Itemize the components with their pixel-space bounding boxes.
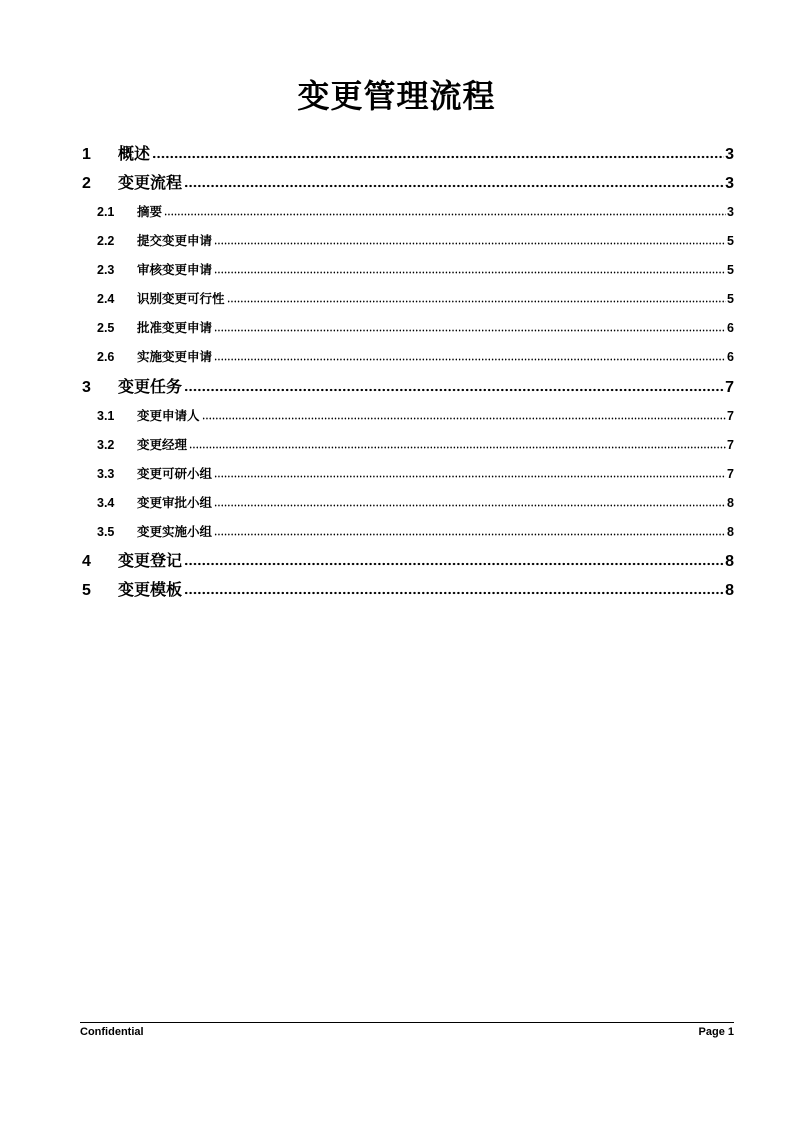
document-title: 变更管理流程: [297, 77, 496, 115]
toc-entry-page: 7: [727, 437, 734, 452]
toc-entry-page: 8: [727, 524, 734, 539]
toc-entry-number: 3.2: [97, 437, 115, 452]
toc-entry-page: 8: [725, 553, 734, 571]
toc-entry[interactable]: [80, 140, 734, 169]
toc-dot-leader: [214, 497, 726, 507]
footer-divider: [80, 1022, 734, 1023]
toc-entry[interactable]: [80, 343, 734, 372]
toc-entry-number: 2.4: [97, 292, 115, 307]
toc-entry-label: 变更任务: [118, 378, 183, 396]
toc-entry-label: 审核变更申请: [137, 263, 213, 278]
toc-entry-label: 概述: [118, 146, 151, 163]
toc-entry[interactable]: [80, 373, 734, 402]
footer-confidential: Confidential: [80, 1026, 144, 1038]
toc-dot-leader: [202, 410, 727, 420]
toc-entry[interactable]: [80, 256, 734, 285]
toc-entry-page: 5: [727, 263, 734, 278]
toc-entry-label: 识别变更可行性: [137, 292, 225, 307]
toc-entry-number: 3: [82, 378, 91, 396]
toc-dot-leader: [184, 178, 724, 188]
toc-entry-page: 5: [727, 292, 734, 307]
toc-entry-label: 变更经理: [137, 437, 188, 452]
toc-entry[interactable]: [80, 547, 734, 576]
toc-entry[interactable]: [80, 489, 734, 518]
toc-dot-leader: [214, 264, 726, 274]
toc-entry-label: 变更流程: [118, 175, 183, 192]
toc-entry[interactable]: [80, 460, 734, 489]
toc-entry[interactable]: [80, 285, 734, 314]
toc-dot-leader: [164, 206, 726, 216]
toc-entry-page: 3: [727, 205, 734, 219]
toc-dot-leader: [214, 235, 726, 245]
toc-dot-leader: [189, 439, 726, 449]
toc-dot-leader: [184, 585, 724, 595]
toc-entry[interactable]: [80, 227, 734, 256]
toc-entry-number: 5: [82, 582, 91, 600]
toc-entry-label: 批准变更申请: [137, 321, 213, 336]
toc-entry-page: 7: [727, 466, 734, 481]
toc-entry-page: 5: [727, 234, 734, 249]
toc-entry-label: 变更申请人: [137, 408, 200, 423]
toc-entry-page: 8: [727, 495, 734, 510]
toc-entry-label: 变更审批小组: [137, 495, 213, 510]
footer-page-number: Page 1: [698, 1026, 734, 1038]
toc-entry-number: 2.5: [97, 321, 115, 336]
toc-entry-label: 摘要: [137, 205, 163, 219]
toc-entry[interactable]: [80, 431, 734, 460]
toc-dot-leader: [214, 468, 726, 478]
toc-dot-leader: [184, 382, 724, 392]
toc-entry-label: 实施变更申请: [137, 350, 213, 365]
toc-entry-page: 3: [725, 175, 734, 192]
toc-dot-leader: [184, 556, 724, 566]
toc-entry-number: 4: [82, 553, 91, 571]
toc-dot-leader: [214, 526, 726, 536]
toc-entry-page: 3: [725, 146, 734, 163]
toc-entry-page: 7: [727, 408, 734, 423]
toc-entry-page: 6: [727, 350, 734, 365]
toc-entry[interactable]: [80, 402, 734, 431]
toc-entry[interactable]: [80, 198, 734, 227]
toc-entry-label: 变更模板: [118, 582, 183, 600]
toc-dot-leader: [214, 351, 726, 361]
table-of-contents: [80, 140, 734, 605]
toc-entry-label: 变更可研小组: [137, 466, 213, 481]
toc-entry[interactable]: [80, 169, 734, 198]
toc-dot-leader: [152, 149, 724, 159]
toc-entry-label: 提交变更申请: [137, 234, 213, 249]
toc-entry-page: 6: [727, 321, 734, 336]
toc-entry-page: 8: [725, 582, 734, 600]
toc-entry-number: 3.4: [97, 495, 115, 510]
toc-dot-leader: [214, 322, 726, 332]
toc-entry-number: 3.1: [97, 408, 115, 423]
toc-entry[interactable]: [80, 576, 734, 605]
toc-entry-number: 2.6: [97, 350, 115, 365]
toc-entry-number: 2.3: [97, 263, 115, 278]
toc-entry-number: 2.2: [97, 234, 115, 249]
toc-entry[interactable]: [80, 314, 734, 343]
toc-entry[interactable]: [80, 518, 734, 547]
toc-entry-page: 7: [725, 378, 734, 396]
toc-entry-number: 2.1: [97, 205, 115, 219]
toc-entry-label: 变更登记: [118, 553, 183, 571]
toc-entry-number: 1: [82, 146, 91, 163]
toc-entry-number: 2: [82, 175, 91, 192]
toc-entry-label: 变更实施小组: [137, 524, 213, 539]
toc-dot-leader: [227, 293, 727, 303]
toc-entry-number: 3.3: [97, 466, 115, 481]
toc-entry-number: 3.5: [97, 524, 115, 539]
